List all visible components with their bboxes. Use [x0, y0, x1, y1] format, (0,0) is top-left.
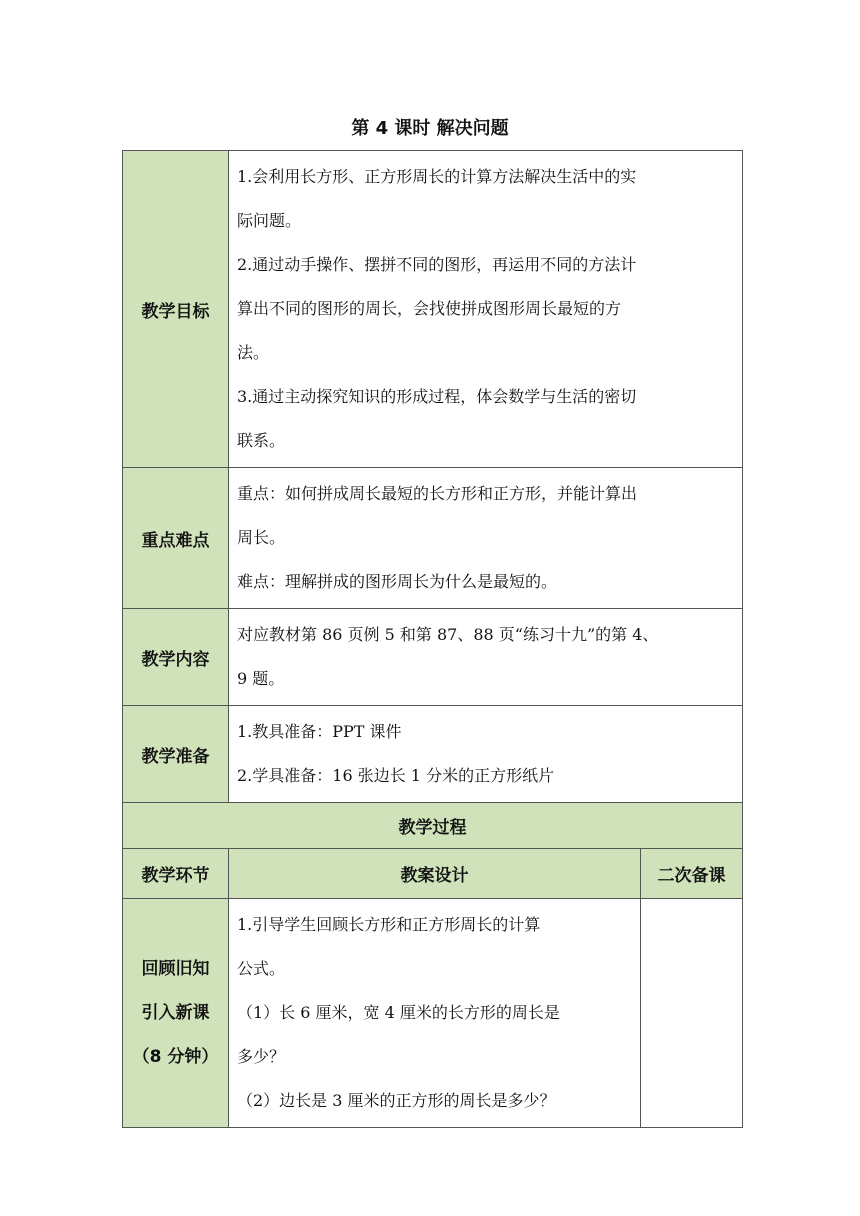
content-text: [229, 609, 743, 706]
column-notes-header: 二次备课: [641, 849, 743, 899]
text-line: （2）边长是 3 厘米的正方形的周长是多少？: [237, 1091, 556, 1110]
text-line: 1.会利用长方形、正方形周长的计算方法解决生活中的实: [237, 167, 637, 186]
content-label: 教学内容: [123, 609, 229, 706]
lesson-plan-table: [122, 150, 743, 1128]
stage-design-text: [229, 899, 641, 1128]
process-heading: 教学过程: [123, 803, 743, 849]
text-line: 9 题。: [237, 669, 285, 688]
preparation-text: [229, 706, 743, 803]
stage-label-line: 回顾旧知: [141, 959, 210, 979]
stage-notes-cell: [641, 899, 743, 1128]
text-line: 1.引导学生回顾长方形和正方形周长的计算: [237, 915, 541, 934]
text-line: 联系。: [237, 431, 286, 450]
process-stage-row: [123, 899, 743, 1128]
stage-label: [123, 899, 229, 1128]
text-line: 重点：如何拼成周长最短的长方形和正方形，并能计算出: [237, 484, 638, 503]
stage-duration: （8 分钟）: [132, 1047, 219, 1067]
text-line: （1）长 6 厘米，宽 4 厘米的长方形的周长是: [237, 1003, 560, 1022]
text-line: 际问题。: [237, 211, 302, 230]
text-line: 难点：理解拼成的图形周长为什么是最短的。: [237, 572, 558, 591]
text-line: 对应教材第 86 页例 5 和第 87、88 页“练习十九”的第 4、: [237, 625, 659, 644]
text-line: 公式。: [237, 959, 286, 978]
text-line: 周长。: [237, 528, 286, 547]
text-line: 2.学具准备：16 张边长 1 分米的正方形纸片: [237, 766, 555, 785]
text-line: 3.通过主动探究知识的形成过程，体会数学与生活的密切: [237, 387, 637, 406]
preparation-label: 教学准备: [123, 706, 229, 803]
preparation-row: [123, 706, 743, 803]
column-stage-header: 教学环节: [123, 849, 229, 899]
content-row: [123, 609, 743, 706]
key-points-text: [229, 468, 743, 609]
stage-label-line: 引入新课: [141, 1003, 210, 1023]
text-line: 法。: [237, 343, 270, 362]
text-line: 1.教具准备：PPT 课件: [237, 722, 402, 741]
process-columns-row: [123, 849, 743, 899]
key-points-row: [123, 468, 743, 609]
column-design-header: 教案设计: [229, 849, 641, 899]
objectives-text: [229, 151, 743, 468]
page-title: 第 4 课时 解决问题: [351, 118, 509, 139]
text-line: 算出不同的图形的周长，会找使拼成图形周长最短的方: [237, 299, 622, 318]
text-line: 多少？: [237, 1047, 286, 1066]
process-heading-row: [123, 803, 743, 849]
objectives-row: [123, 151, 743, 468]
text-line: 2.通过动手操作、摆拼不同的图形，再运用不同的方法计: [237, 255, 637, 274]
key-points-label: 重点难点: [123, 468, 229, 609]
objectives-label: 教学目标: [123, 151, 229, 468]
